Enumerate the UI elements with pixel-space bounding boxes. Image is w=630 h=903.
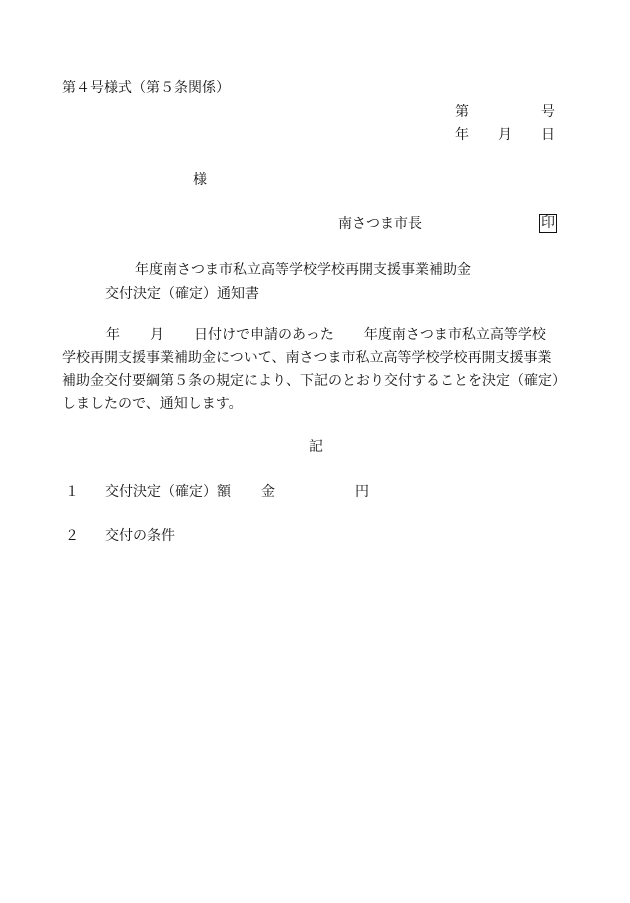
addressee-suffix: 様 [193,172,207,188]
seal-label: 印 [541,215,555,231]
item-2-label: 交付の条件 [105,528,175,544]
item-2-number: ２ [65,528,79,544]
body-apply-text: 日付けで申請のあった [194,327,334,343]
body-year: 年 [106,327,120,343]
title-line-2: 交付決定（確定）通知書 [105,286,259,302]
title-line-1: 年度南さつま市私立高等学校学校再開支援事業補助金 [135,262,471,278]
item-1-yen: 円 [355,484,369,500]
date-day: 日 [541,127,555,143]
form-number: 第４号様式（第５条関係） [62,80,230,96]
date-month: 月 [498,127,512,143]
item-1-kin: 金 [261,484,275,500]
body-line-1 [62,324,582,347]
body-line-3: 補助金交付要綱第５条の規定により、下記のとおり交付することを決定（確定） [62,373,566,389]
item-1-label: 交付決定（確定）額 [105,484,231,500]
body-paragraph [62,324,582,416]
item-2 [65,527,175,545]
body-line-2: 学校再開支援事業補助金について、南さつま市私立高等学校学校再開支援事業 [62,350,552,366]
date-year: 年 [455,127,469,143]
doc-number-prefix: 第 [455,104,469,120]
ki-heading: 記 [309,439,323,455]
body-year-tail: 年度南さつま市私立高等学校 [363,327,546,343]
item-1 [65,483,369,501]
issuer-name: 南さつま市長 [338,216,422,232]
body-month: 月 [150,327,164,343]
body-line-4: しましたので、通知します。 [62,396,243,412]
seal-mark [539,214,557,233]
item-1-number: １ [65,484,79,500]
doc-number-suffix: 号 [541,104,555,120]
